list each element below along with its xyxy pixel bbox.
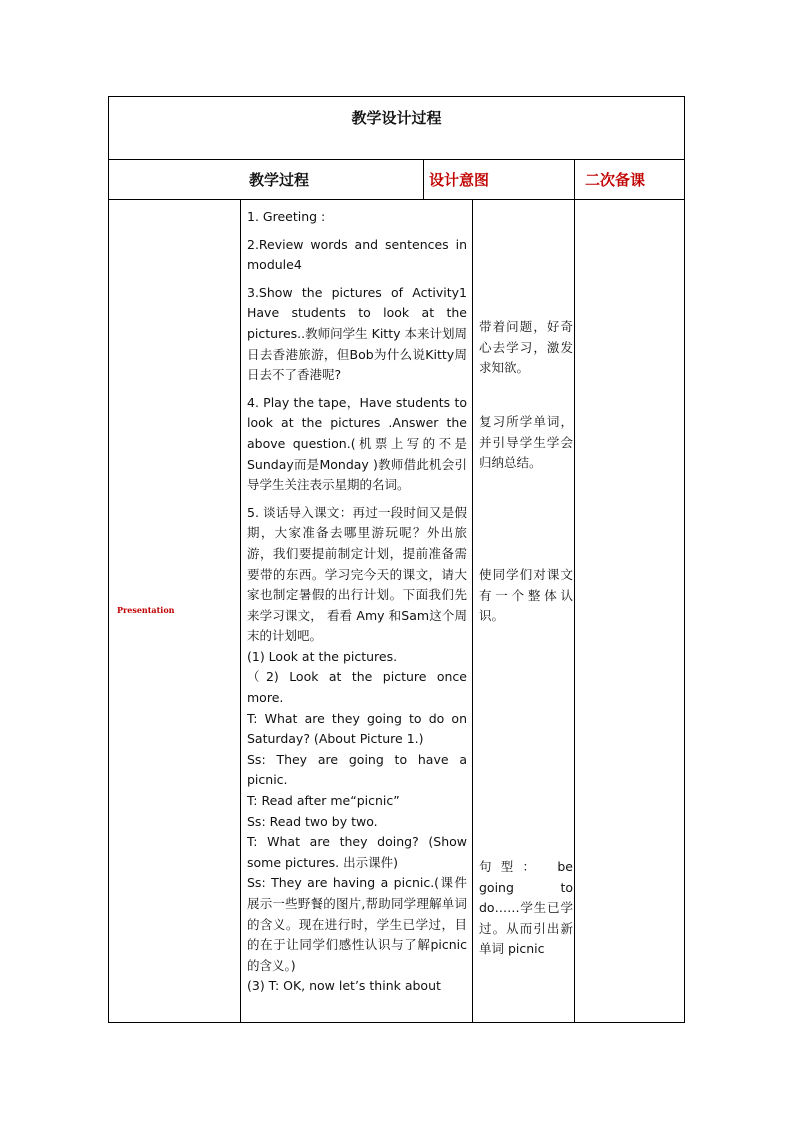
intent-note-3: 使同学们对课文有一个整体认识。 bbox=[479, 567, 573, 624]
header-intent: 设计意图 bbox=[429, 171, 490, 189]
intent-note-1: 带着问题，好奇心去学习，激发求知欲。 bbox=[479, 319, 573, 376]
process-line: T: Read after me“picnic” bbox=[247, 793, 400, 809]
title-row bbox=[109, 97, 684, 160]
intent-note-2: 复习所学单词，并引导学生学会归纳总结。 bbox=[479, 414, 573, 471]
process-step-2: 2.Review words and sentences in module4 bbox=[247, 236, 467, 273]
column-divider-second bbox=[574, 159, 575, 1022]
process-step-1: 1. Greeting : bbox=[247, 209, 326, 224]
process-line: Ss: They are going to have a picnic. bbox=[247, 751, 467, 788]
process-line: Ss: Read two by two. bbox=[247, 813, 378, 829]
header-second-prep: 二次备课 bbox=[585, 171, 646, 189]
header-divider-1 bbox=[423, 159, 424, 199]
process-step-4: 4. Play the tape，Have students to look at the pictures .Answer the above question.(机票上写的不是Sunday而是Monday )教师借此机会引导学生关注表示星期的名词。 bbox=[247, 394, 467, 493]
process-step-3: 3.Show the pictures of Activity1 Have students to look at the pictures..教师问学生 Kitty 本来计划周日去香港旅游，但Bob为什么说Kitty周日去不了香港呢? bbox=[247, 284, 467, 383]
process-line: T: What are they doing? (Show some pictures. 出示课件) bbox=[247, 834, 467, 870]
header-row bbox=[109, 159, 684, 200]
process-cell bbox=[247, 207, 467, 997]
column-divider-label bbox=[240, 199, 241, 1022]
row-label-presentation: Presentation bbox=[117, 605, 175, 615]
lesson-design-table bbox=[108, 96, 685, 1023]
process-line: Ss: They are having a picnic.(课件展示一些野餐的图片,帮助同学理解单词的含义。现在进行时，学生已学过，目的在于让同学们感性认识与了解picnic的含义。) bbox=[247, 875, 467, 973]
process-step-5: 5. 谈话导入课文：再过一段时间又是假期，大家准备去哪里游玩呢？外出旅游，我们要提前制定计划，提前准备需要带的东西。学习完今天的课文，请大家也制定暑假的出行计划。下面我们先来学习课文， 看看 Amy 和Sam这个周末的计划吧。 bbox=[247, 504, 467, 644]
table-title: 教学设计过程 bbox=[351, 109, 442, 127]
process-line: T: What are they going to do on Saturday? (About Picture 1.) bbox=[247, 710, 467, 747]
process-line: (3) T: OK, now let’s think about bbox=[247, 978, 441, 994]
column-divider-intent bbox=[472, 199, 473, 1022]
process-line: （2) Look at the picture once more. bbox=[247, 669, 467, 706]
process-line: (1) Look at the pictures. bbox=[247, 648, 398, 664]
intent-note-4: 句型： be going to do……学生已学过。从而引出新单词 picnic bbox=[479, 859, 573, 957]
header-process: 教学过程 bbox=[249, 171, 310, 189]
